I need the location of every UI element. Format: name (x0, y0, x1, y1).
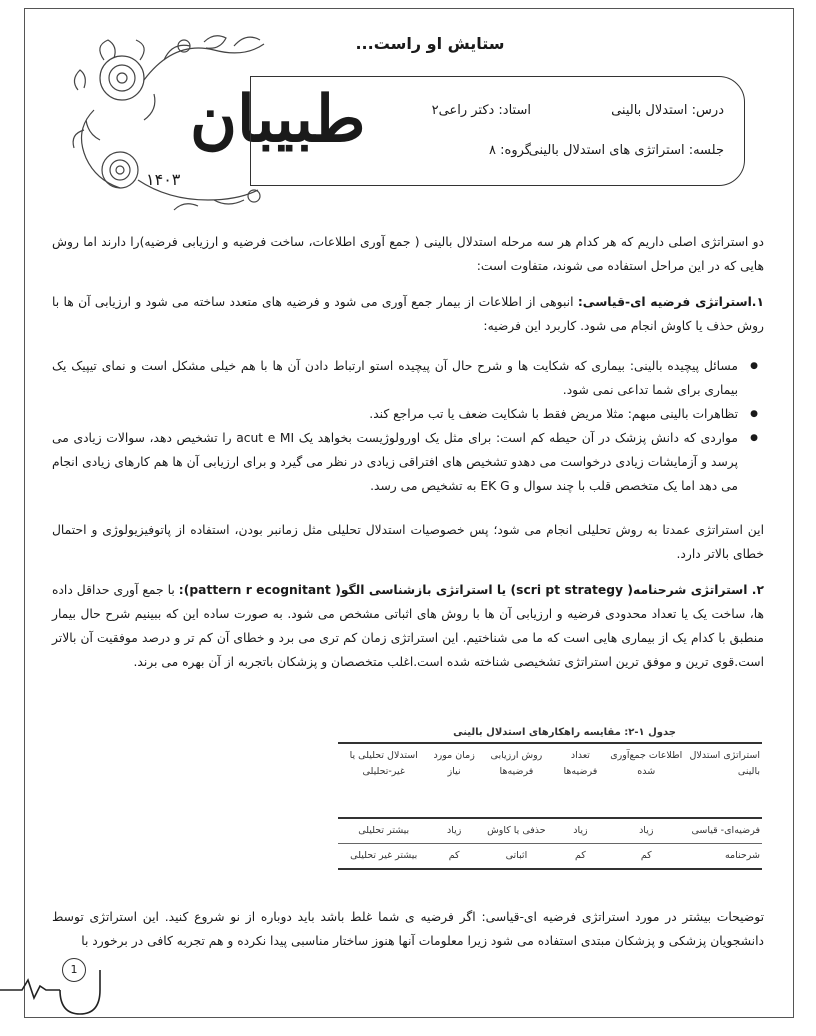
strategy-one-text: انبوهی از اطلاعات از بیمار جمع آوری می شود و فرضیه های متعدد ساخته می شود و ارزیابی آن ها با روش حذف یا کاوش انجام می شود. کاربرد این فرضیه: (52, 295, 764, 333)
table-cell: کم (554, 844, 607, 870)
table-header-cell: استدلال تحلیلی یا غیر-تحلیلی (338, 744, 429, 818)
list-item: ● مواردی که دانش پزشک در آن حیطه کم است: برای مثل یک اورولوژیست بخواهد یک acut e MI را تشخیص دهد، سوالات زیادی می پرسد و آزمایشات زیادی درخواست می دهدو تشخیص های افتراقی زیادی در نظر می گیرد و برای ارزیابی آن ها هم کارهای زیادی انجام می دهد اما یک متخصص قلب با چند سوال و EK G به تشخیص می رسد. (52, 426, 764, 498)
table-header-cell: زمان مورد نیاز (429, 744, 478, 818)
session-label: جلسه: استراتژی های استدلال بالینی (528, 143, 724, 158)
table-cell: زیاد (429, 818, 478, 844)
course-info-box (250, 76, 745, 186)
table-cell: کم (607, 844, 686, 870)
table-cell: بیشتر تحلیلی (338, 818, 429, 844)
strategy-one-heading: ۱.استراتژی فرضیه ای-قیاسی: (577, 295, 764, 309)
group-label: گروه: ۸ (489, 143, 531, 158)
stethoscope-icon (0, 950, 120, 1020)
table-cell: بیشتر غیر تحلیلی (338, 844, 429, 870)
strategy-two-heading: ۲. استراتژی شرحنامه( scri pt strategy) یا استراتژی بازشناسی الگو( pattern r ecognitant): (178, 583, 764, 597)
strategy-two-paragraph (52, 578, 764, 674)
table-cell: حذفی یا کاوش (479, 818, 554, 844)
table-cell: زیاد (554, 818, 607, 844)
list-item: ● مسائل پیچیده بالینی: بیماری که شکایت ها و شرح حال آن پیچیده استو ارتباط دادن آن ها با هم خیلی مشکل است و نمای تیپیک یک بیماری برای شما تداعی نمی شود. (52, 354, 764, 402)
table-row (338, 844, 762, 870)
lesson-label: درس: استدلال بالینی (611, 103, 724, 118)
extra-notes-paragraph: توضیحات بیشتر در مورد استراتژی فرضیه ای-قیاسی: اگر فرضیه ی شما غلط باشد باید دوباره از نو شروع کنید. این استراتژی توسط دانشجویان پزشکی و پزشکان مبتدی استفاده می شود زیرا معلومات آنها هنوز ساختار مناسبی پیدا نکرده و هم تجربه کافی در برخورد با (52, 910, 764, 948)
table-caption: جدول ۱-۲: مقایسه راهکارهای استدلال بالینی (338, 722, 762, 744)
table-header-cell: تعداد فرضیه‌ها (554, 744, 607, 818)
table-header-row (338, 744, 762, 818)
table-row (338, 818, 762, 844)
table-cell: اثباتی (479, 844, 554, 870)
table-cell: فرضیه‌ای- قیاسی (686, 818, 762, 844)
table-header-cell: استراتژی استدلال بالینی (686, 744, 762, 818)
strategy-two-text: با جمع آوری حداقل داده ها، ساخت یک یا تعداد محدودی فرضیه و ارزیابی آن ها با روش های اثباتی مشخص می شود. به صورت ساده این که ببینیم شرح حال بیمار منطبق با کدام یک از بیماری هایی است که ما می شناختیم. این استراتژی زمان کم تری می برد و خطای آن کم تر و درصد موفقیت آن بالاتر است.قوی ترین و موفق ترین استراتژی تشخیصی شناخته شده است.اغلب متخصصان و پزشکان باتجربه از آن بهره می برند. (52, 583, 764, 669)
table-cell: کم (429, 844, 478, 870)
table-header-cell: اطلاعات جمع‌آوری شده (607, 744, 686, 818)
intro-paragraph: دو استراتژی اصلی داریم که هر کدام هر سه مرحله استدلال بالینی ( جمع آوری اطلاعات، ساخت فرضیه و ارزیابی فرضیه)را دارند اما روش هایی که در این مراحل استفاده می شوند، متفاوت است: (52, 235, 764, 273)
strategy-one-paragraph (52, 290, 764, 338)
applications-list (52, 354, 764, 498)
table-cell: زیاد (607, 818, 686, 844)
table-cell: شرحنامه (686, 844, 762, 870)
page-number: 1 (62, 958, 86, 982)
list-item: ● تظاهرات بالینی مبهم: مثلا مریض فقط با شکایت ضعف یا تب مراجع کند. (52, 402, 764, 426)
logo-text: طبیبان (190, 82, 366, 157)
logo-year: ۱۴۰۳ (146, 170, 181, 189)
table-header-cell: روش ارزیابی فرضیه‌ها (479, 744, 554, 818)
page-title: ستایش او راست... (355, 34, 505, 53)
professor-label: استاد: دکتر راعی۲ (431, 103, 531, 118)
analytic-note-paragraph: این استراتژی عمدتا به روش تحلیلی انجام می شود؛ پس خصوصیات استدلال تحلیلی مثل زمانبر بودن، استفاده از پاتوفیزیولوژی و احتمال خطای بالاتر دارد. (52, 523, 764, 561)
comparison-table (338, 722, 762, 870)
